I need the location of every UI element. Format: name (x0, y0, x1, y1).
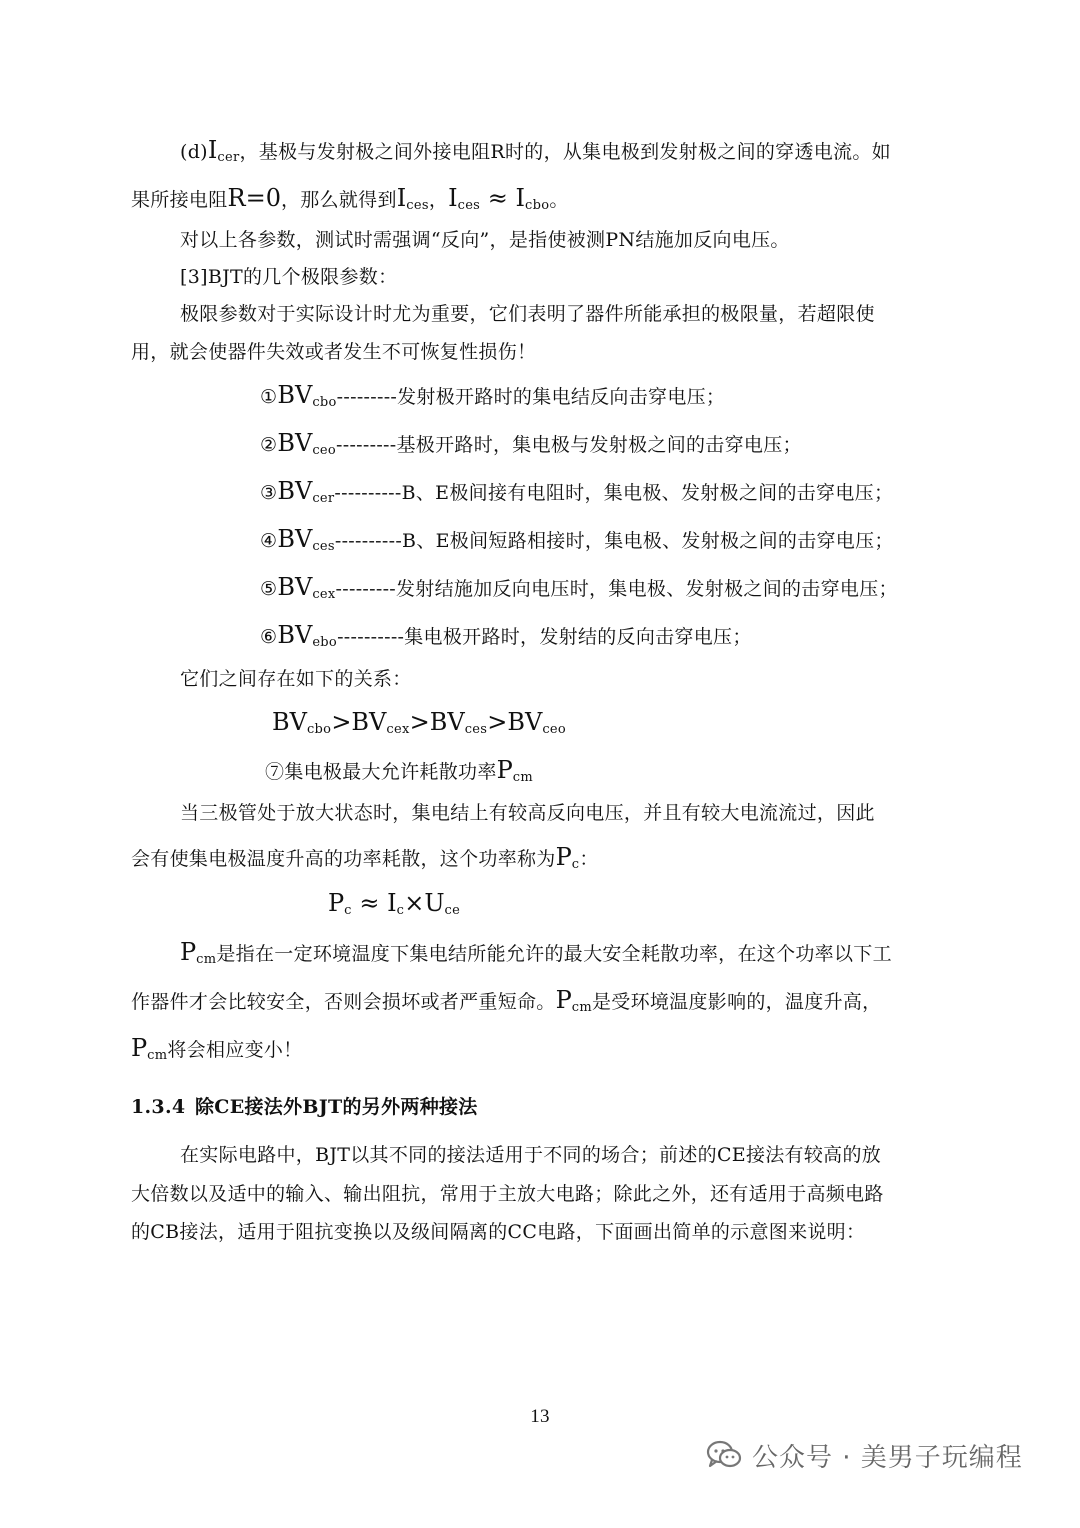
list-item: $⑥BV_{ebo}----------$集电极开路时，发射结的反向击穿电压； (260, 621, 752, 650)
section-heading (131, 1093, 478, 1121)
section-title: 除CE接法外BJT的另外两种接法 (195, 1096, 478, 1118)
para-d-line2: 果所接电阻R=0，那么就得到$I_{ces}$，$I_{ces} \approx I_{cbo}$。 (131, 184, 569, 213)
item-7: ⑦集电极最大允许耗散功率$P_{cm}$ (265, 756, 533, 785)
heading-limit-params: [3]BJT的几个极限参数： (180, 266, 398, 288)
relation-formula: $BV_{cbo}>BV_{cex}>BV_{ces}>BV_{ceo}$ (272, 708, 567, 737)
para-test: 对以上各参数，测试时需强调“反向”，是指使被测PN结施加反向电压。 (180, 229, 790, 251)
list-item: $②BV_{ceo}---------$基极开路时，集电极与发射极之间的击穿电压； (260, 429, 802, 458)
pc-formula: $P_c \approx I_c\times U_{ce}$ (328, 889, 461, 918)
list-item: $⑤BV_{cex}---------$发射结施加反向电压时，集电极、发射极之间的击穿电压； (260, 573, 898, 602)
para-pcm-line2: 作器件才会比较安全，否则会损坏或者严重短命。$P_{cm}$是受环境温度影响的，温度升高， (131, 986, 882, 1015)
wechat-icon (706, 1440, 742, 1470)
para-pc-line2: 会有使集电极温度升高的功率耗散，这个功率称为$P_c$： (131, 843, 599, 872)
para-pcm-line3: $P_{cm}$将会相应变小！ (131, 1034, 303, 1063)
para-limit-line2: 用，就会使器件失效或者发生不可恢复性损伤！ (131, 341, 537, 363)
list-item: $①BV_{cbo}---------$发射极开路时的集电结反向击穿电压； (260, 381, 726, 410)
section-number: 1.3.4 (131, 1096, 186, 1118)
para-circuit-line1: 在实际电路中，BJT以其不同的接法适用于不同的场合；前述的CE接法有较高的放 (180, 1144, 882, 1166)
list-item: $③BV_{cer}----------B$、E极间接有电阻时，集电极、发射极之间的击穿电压； (260, 477, 894, 506)
para-circuit-line2: 大倍数以及适中的输入、输出阻抗，常用于主放大电路；除此之外，还有适用于高频电路 (131, 1183, 884, 1205)
relation-intro: 它们之间存在如下的关系： (180, 668, 412, 690)
para-limit-line1: 极限参数对于实际设计时尤为重要，它们表明了器件所能承担的极限量，若超限使 (180, 303, 875, 325)
page-number: 13 (530, 1406, 550, 1427)
para-circuit-line3: 的CB接法，适用于阻抗变换以及级间隔离的CC电路，下面画出简单的示意图来说明： (131, 1221, 866, 1243)
para-pcm-line1: $P_{cm}$是指在一定环境温度下集电结所能允许的最大安全耗散功率，在这个功率以下工 (180, 938, 892, 967)
watermark-text: 公众号 · 美男子玩编程 (752, 1442, 1023, 1473)
list-item: $④BV_{ces}----------B$、E极间短路相接时，集电极、发射极之间的击穿电压； (260, 525, 894, 554)
para-pc-line1: 当三极管处于放大状态时，集电结上有较高反向电压，并且有较大电流流过，因此 (180, 802, 875, 824)
para-d-line1: $(d)I_{cer}$，基极与发射极之间外接电阻R时的，从集电极到发射极之间的穿透电流。如 (180, 136, 891, 165)
watermark (706, 1435, 1023, 1475)
